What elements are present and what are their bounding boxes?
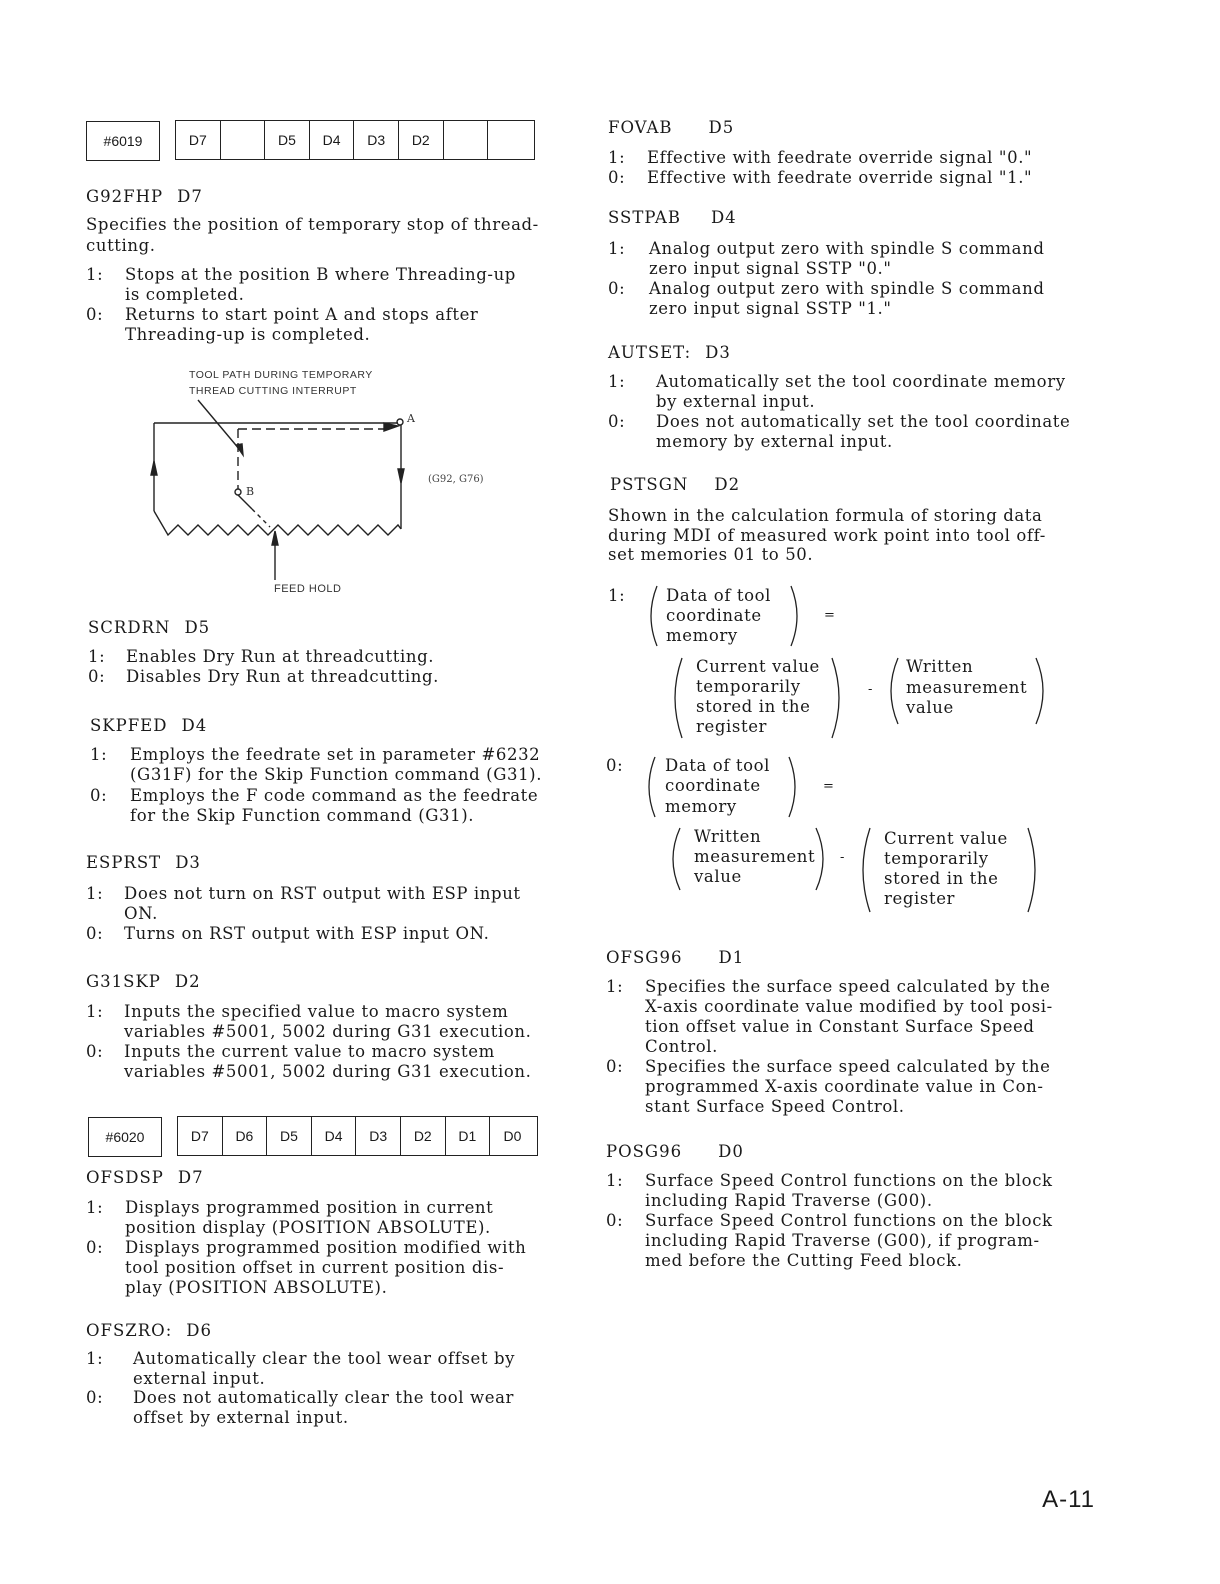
ofsdsp-option-1: 1: Displays programmed position in current position display (POSITION ABSOLUTE). [86, 1198, 494, 1237]
g92fhp-desc-2: cutting. [86, 236, 156, 255]
skpfed-option-0: 0: Employs the F code command as the feedrate for the Skip Function command (G31). [90, 786, 539, 825]
param-name: SCRDRN [88, 618, 171, 637]
leader-arrowhead [236, 444, 243, 455]
param-name: FOVAB [608, 118, 673, 137]
sstpab-heading [608, 208, 737, 227]
g31skp-heading [86, 972, 201, 991]
formula-1-lhs-line: memory [666, 626, 738, 645]
formula-0-a-line: measurement [694, 847, 816, 866]
formula-0-b-line: register [884, 889, 956, 908]
point-a-marker [397, 419, 403, 425]
right-arrowhead [398, 469, 404, 483]
register-6020-bits [177, 1116, 538, 1156]
bit-cell [488, 121, 533, 159]
ofsg96-option-0: 0: Specifies the surface speed calculated by the programmed X-axis coordinate value in Con- stant Surface Speed Control. [606, 1057, 1051, 1116]
esprst-option-1: 1: Does not turn on RST output with ESP input ON. [86, 884, 521, 923]
bit-cell: D3 [356, 1117, 401, 1155]
formula-0-lhs-line: memory [665, 797, 737, 816]
param-name: SKPFED [90, 716, 168, 735]
skpfed-heading [90, 716, 207, 735]
ofsg96-option-1: 1: Specifies the surface speed calculated by the X-axis coordinate value modified by tool posi- tion offset value in Constant Surface Speed Control. [606, 977, 1053, 1056]
formula-0-a-line: Written [694, 827, 762, 846]
formula-0-b-line: stored in the [884, 869, 999, 888]
formula-0-b-line: Current value [884, 829, 1008, 848]
bit-cell: D6 [223, 1117, 268, 1155]
g92fhp-desc-1: Specifies the position of temporary stop of thread- [86, 215, 539, 234]
param-bit: D4 [710, 208, 737, 227]
posg96-option-0: 0: Surface Speed Control functions on the block including Rapid Traverse (G00), if program- med before the Cutting Feed block. [606, 1211, 1053, 1270]
param-name: PSTSGN [610, 475, 689, 494]
autset-option-1: 1: Automatically set the tool coordinate memory by external input. [608, 372, 1066, 411]
scrdrn-option-1: 1: Enables Dry Run at threadcutting. [88, 647, 435, 666]
param-bit: D7 [177, 1168, 204, 1187]
fovab-option-0: 0: Effective with feedrate override signal "1." [608, 168, 1033, 187]
formula-1-a-line: stored in the [696, 697, 811, 716]
scrdrn-option-0: 0: Disables Dry Run at threadcutting. [88, 667, 439, 686]
param-bit: D6 [186, 1321, 212, 1340]
param-bit: D3 [175, 853, 201, 872]
g92fhp-option-0: 0: Returns to start point A and stops after Threading-up is completed. [86, 305, 479, 344]
posg96-option-1: 1: Surface Speed Control functions on the block including Rapid Traverse (G00). [606, 1171, 1053, 1210]
posg96-heading [606, 1142, 744, 1161]
param-name: OFSG96 [606, 948, 683, 967]
g31skp-option-1: 1: Inputs the specified value to macro system variables #5001, 5002 during G31 execution. [86, 1002, 532, 1041]
param-bit: D0 [718, 1142, 744, 1161]
bit-cell: D1 [446, 1117, 491, 1155]
bit-cell [444, 121, 489, 159]
param-bit: D1 [718, 948, 745, 967]
param-name: G31SKP [86, 972, 161, 991]
pstsgn-heading [610, 475, 740, 494]
page-number: A-11 [1042, 1486, 1095, 1513]
scrdrn-heading [88, 618, 210, 637]
param-bit: D5 [708, 118, 735, 137]
formula-1-b-line: Written [906, 657, 974, 676]
formula-0-equals: = [823, 779, 835, 794]
formula-0-lhs-line: coordinate [665, 776, 761, 795]
esprst-option-0: 0: Turns on RST output with ESP input ON. [86, 924, 490, 943]
param-bit: D5 [184, 618, 211, 637]
formula-0-a-line: value [694, 867, 742, 886]
formula-1-num: 1: [608, 586, 626, 605]
formula-1-a-line: register [696, 717, 768, 736]
register-6019-bits [175, 120, 535, 160]
gcode-label: (G92, G76) [428, 474, 484, 485]
ofszro-heading [86, 1321, 212, 1340]
param-name: POSG96 [606, 1142, 683, 1161]
diagram-caption: TOOL PATH DURING TEMPORARY THREAD CUTTING INTERRUPT [189, 369, 373, 397]
ofsdsp-heading [86, 1168, 204, 1187]
bit-cell: D3 [354, 121, 399, 159]
sstpab-option-1: 1: Analog output zero with spindle S command zero input signal SSTP "0." [608, 239, 1045, 278]
register-6019-label: #6019 [86, 121, 160, 161]
pstsgn-desc-1: Shown in the calculation formula of storing data [608, 506, 1043, 525]
param-bit: D2 [714, 475, 741, 494]
ofszro-option-1: 1: Automatically clear the tool wear offset by external input. [86, 1349, 516, 1388]
sstpab-option-0: 0: Analog output zero with spindle S command zero input signal SSTP "1." [608, 279, 1045, 318]
bit-cell: D7 [178, 1117, 223, 1155]
formula-1-a-line: Current value [696, 657, 820, 676]
autset-option-0: 0: Does not automatically set the tool coordinate memory by external input. [608, 412, 1071, 451]
register-6020-label: #6020 [88, 1117, 162, 1157]
b-dashed-retract [252, 509, 270, 527]
thread-profile [154, 511, 401, 535]
autset-heading [608, 343, 731, 362]
point-b-label: B [246, 485, 255, 498]
param-bit: D7 [177, 187, 203, 206]
pstsgn-desc-2: during MDI of measured work point into tool off- [608, 526, 1046, 545]
bit-cell: D5 [267, 1117, 312, 1155]
formula-1-a-line: temporarily [696, 677, 801, 696]
formula-1-b-line: measurement [906, 678, 1028, 697]
bit-cell: D2 [401, 1117, 446, 1155]
ofsdsp-option-0: 0: Displays programmed position modified with tool position offset in current position dis- play (POSITION ABSOLUTE). [86, 1238, 527, 1297]
bit-cell: D4 [310, 121, 355, 159]
formula-1-equals: = [824, 608, 836, 623]
esprst-heading [86, 853, 201, 872]
g92fhp-option-1: 1: Stops at the position B where Threading-up is completed. [86, 265, 516, 304]
bit-cell: D7 [176, 121, 221, 159]
bit-cell [221, 121, 266, 159]
formula-1-lhs-line: Data of tool [666, 586, 772, 605]
caption-leader-line [198, 400, 240, 450]
bit-cell: D2 [399, 121, 444, 159]
bit-cell: D4 [312, 1117, 357, 1155]
formula-1-minus: - [868, 682, 873, 697]
param-bit: D4 [181, 716, 208, 735]
skpfed-option-1: 1: Employs the feedrate set in parameter #6232 (G31F) for the Skip Function command (G31). [90, 745, 543, 784]
formula-0-b-line: temporarily [884, 849, 989, 868]
param-bit: D2 [174, 972, 201, 991]
bit-cell: D5 [265, 121, 310, 159]
pstsgn-desc-3: set memories 01 to 50. [608, 545, 814, 564]
g92fhp-heading [86, 187, 203, 206]
ofszro-option-0: 0: Does not automatically clear the tool wear offset by external input. [86, 1388, 515, 1427]
left-arrowhead [151, 461, 157, 475]
param-name: SSTPAB [608, 208, 681, 227]
fovab-heading [608, 118, 734, 137]
formula-0-num: 0: [606, 756, 624, 775]
g31skp-option-0: 0: Inputs the current value to macro system variables #5001, 5002 during G31 execution. [86, 1042, 532, 1081]
thread-cutting-diagram [140, 395, 520, 610]
ofsg96-heading [606, 948, 744, 967]
param-name: OFSDSP [86, 1168, 164, 1187]
bit-cell: D0 [503, 1128, 522, 1144]
point-a-arrowhead [384, 423, 398, 431]
param-name: G92FHP [86, 187, 164, 206]
param-name: OFSZRO: [86, 1321, 173, 1340]
param-name: ESPRST [86, 853, 162, 872]
feed-hold-arrowhead [272, 531, 278, 545]
point-a-label: A [407, 412, 415, 425]
formula-1-lhs-line: coordinate [666, 606, 762, 625]
formula-0-minus: - [840, 850, 845, 865]
formula-0-lhs-line: Data of tool [665, 756, 771, 775]
param-bit: D3 [705, 343, 731, 362]
formula-1-b-line: value [906, 698, 954, 717]
fovab-option-1: 1: Effective with feedrate override signal "0." [608, 148, 1033, 167]
point-b-marker [235, 489, 241, 495]
param-name: AUTSET: [608, 343, 692, 362]
feed-hold-label: FEED HOLD [274, 583, 342, 595]
